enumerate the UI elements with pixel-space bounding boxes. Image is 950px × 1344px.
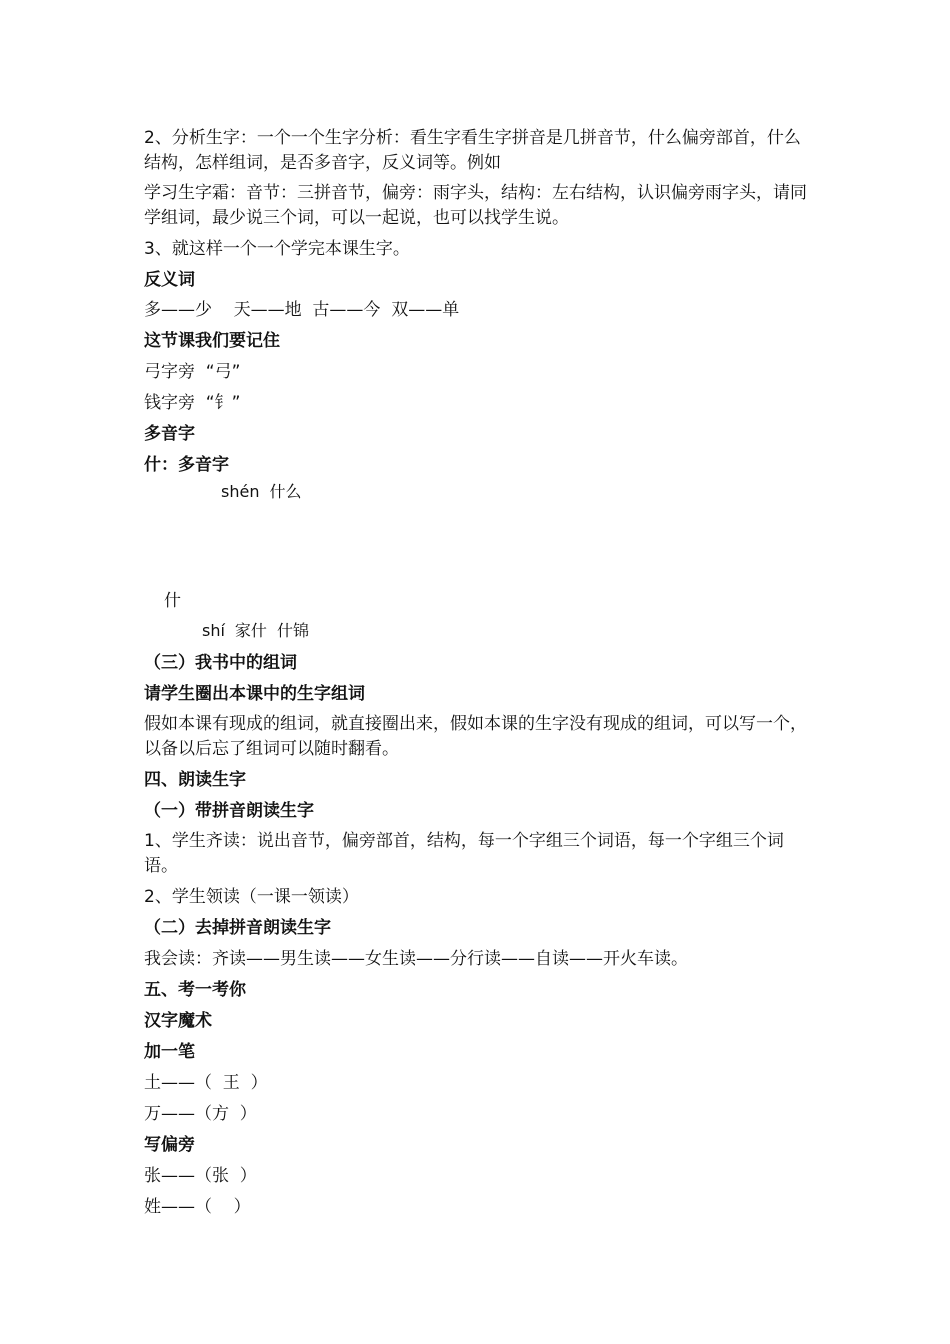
heading-character-magic: 汉字魔术 xyxy=(144,1011,212,1031)
radical-gong: 弓字旁 “弓” xyxy=(144,362,241,382)
heading-antonym: 反义词 xyxy=(144,270,195,290)
paragraph-example: 学习生字霜：音节：三拼音节，偏旁：雨字头，结构：左右结构，认识偏旁雨字头，请同学组词，最少说三个词，可以一起说，也可以找学生说。 xyxy=(144,183,807,228)
paragraph-read-methods: 我会读：齐读——男生读——女生读——分行读——自读——开火车读。 xyxy=(144,949,688,969)
word-shenme: 什么 xyxy=(269,482,302,501)
pinyin-shi: shí xyxy=(202,621,225,640)
heading-write-radical: 写偏旁 xyxy=(144,1135,195,1155)
pinyin-row-shen xyxy=(221,481,301,503)
antonym-list: 多——少 天——地 古——今 双——单 xyxy=(144,300,460,320)
paragraph-circle-words: 假如本课有现成的组词，就直接圈出来，假如本课的生字没有现成的组词，可以写一个，以备以后忘了组词可以随时翻看。 xyxy=(144,714,807,759)
paragraph-read-together: 1、学生齐读：说出音节，偏旁部首，结构，每一个字组三个词语，每一个字组三个词语。 xyxy=(144,831,784,876)
pinyin-shen: shén xyxy=(221,482,260,501)
word-shijin: 什锦 xyxy=(276,621,309,640)
heading-shi-polyphone: 什：多音字 xyxy=(144,455,229,475)
write-radical-item-2: 姓——（ ） xyxy=(144,1197,251,1217)
paragraph-lead-read: 2、学生领读（一课一领读） xyxy=(144,887,359,907)
heading-read-without-pinyin: （二）去掉拼音朗读生字 xyxy=(144,918,331,938)
heading-add-stroke: 加一笔 xyxy=(144,1042,195,1062)
heading-section-five: 五、考一考你 xyxy=(144,980,246,1000)
heading-section-three: （三）我书中的组词 xyxy=(144,653,297,673)
pinyin-row-shi xyxy=(202,620,309,642)
char-shi: 什 xyxy=(164,591,181,611)
paragraph-analyze: 2、分析生字：一个一个生字分析：看生字看生字拼音是几拼音节，什么偏旁部首，什么结构，怎样组词，是否多音字，反义词等。例如 xyxy=(144,128,801,173)
add-stroke-item-2: 万——（方 ） xyxy=(144,1104,257,1124)
add-stroke-item-1: 土——（ 王 ） xyxy=(144,1073,268,1093)
heading-read-with-pinyin: （一）带拼音朗读生字 xyxy=(144,801,314,821)
heading-section-four: 四、朗读生字 xyxy=(144,770,246,790)
heading-polyphone: 多音字 xyxy=(144,424,195,444)
write-radical-item-1: 张——（张 ） xyxy=(144,1166,257,1186)
heading-circle-words: 请学生圈出本课中的生字组词 xyxy=(144,684,365,704)
heading-remember: 这节课我们要记住 xyxy=(144,331,280,351)
word-jiashi: 家什 xyxy=(234,621,267,640)
paragraph-step3: 3、就这样一个一个学完本课生字。 xyxy=(144,239,410,259)
radical-jin: 钱字旁 “钅” xyxy=(144,393,241,413)
